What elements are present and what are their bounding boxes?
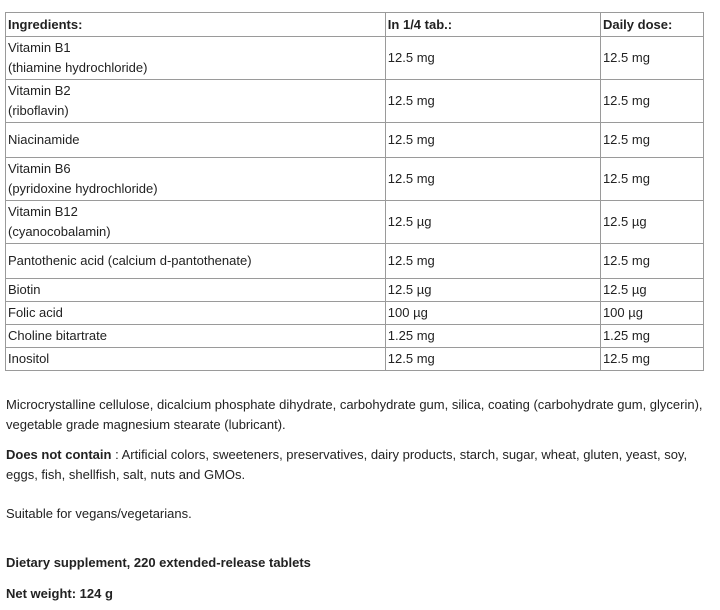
ingredient-cell — [6, 158, 386, 201]
daily-dose-value: 12.5 mg — [600, 80, 703, 123]
net-weight-text: Net weight: 124 g — [6, 586, 113, 601]
per-quarter-tab-value: 12.5 mg — [385, 158, 600, 201]
daily-dose-value: 12.5 mg — [600, 37, 703, 80]
table-header-row — [6, 13, 704, 37]
per-quarter-tab-value: 12.5 mg — [385, 37, 600, 80]
ingredient-name: Inositol — [6, 348, 386, 371]
ingredients-table — [5, 12, 704, 371]
per-quarter-tab-value: 12.5 µg — [385, 201, 600, 244]
table-row — [6, 123, 704, 158]
daily-dose-value: 1.25 mg — [600, 325, 703, 348]
ingredient-cell — [6, 37, 386, 80]
daily-dose-value: 12.5 µg — [600, 201, 703, 244]
table-row — [6, 348, 704, 371]
table-row — [6, 244, 704, 279]
daily-dose-value: 12.5 mg — [600, 348, 703, 371]
ingredient-name: Vitamin B2 — [8, 83, 71, 98]
table-row — [6, 37, 704, 80]
ingredient-name: Niacinamide — [6, 123, 386, 158]
table-row — [6, 158, 704, 201]
ingredient-name: Pantothenic acid (calcium d-pantothenate) — [6, 244, 386, 279]
ingredient-compound: (pyridoxine hydrochloride) — [8, 181, 158, 196]
ingredient-compound: (thiamine hydrochloride) — [8, 60, 148, 75]
supplement-line-text: Dietary supplement, 220 extended-release tablets — [6, 555, 311, 570]
daily-dose-value: 12.5 mg — [600, 158, 703, 201]
does-not-contain-label: Does not contain — [6, 447, 112, 462]
per-quarter-tab-value: 12.5 mg — [385, 348, 600, 371]
table-row — [6, 325, 704, 348]
ingredient-name: Choline bitartrate — [6, 325, 386, 348]
ingredient-cell — [6, 201, 386, 244]
ingredient-name: Vitamin B1 — [8, 40, 71, 55]
suitable-text: Suitable for vegans/vegetarians. — [6, 506, 192, 521]
per-quarter-tab-value: 12.5 mg — [385, 80, 600, 123]
header-ingredients: Ingredients: — [6, 13, 386, 37]
daily-dose-value: 12.5 µg — [600, 279, 703, 302]
table-row — [6, 302, 704, 325]
ingredient-compound: (riboflavin) — [8, 103, 69, 118]
table-row — [6, 201, 704, 244]
daily-dose-value: 100 µg — [600, 302, 703, 325]
per-quarter-tab-value: 1.25 mg — [385, 325, 600, 348]
daily-dose-value: 12.5 mg — [600, 123, 703, 158]
daily-dose-value: 12.5 mg — [600, 244, 703, 279]
table-row — [6, 80, 704, 123]
other-ingredients-text: Microcrystalline cellulose, dicalcium phosphate dihydrate, carbohydrate gum, silica, coating (carbohydrate gum, glycerin), vegetable grade magnesium stearate (lubricant). — [6, 397, 703, 432]
ingredient-compound: (cyanocobalamin) — [8, 224, 111, 239]
ingredient-cell — [6, 80, 386, 123]
does-not-contain-text — [6, 445, 706, 485]
ingredient-name: Vitamin B6 — [8, 161, 71, 176]
per-quarter-tab-value: 12.5 mg — [385, 244, 600, 279]
per-quarter-tab-value: 12.5 mg — [385, 123, 600, 158]
ingredient-name: Vitamin B12 — [8, 204, 78, 219]
does-not-contain-list: : Artificial colors, sweeteners, preservatives, dairy products, starch, sugar, wheat, gluten, yeast, soy, eggs, fish, shellfish, salt, nuts and GMOs. — [6, 447, 688, 482]
ingredient-name: Biotin — [6, 279, 386, 302]
per-quarter-tab-value: 12.5 µg — [385, 279, 600, 302]
ingredient-name: Folic acid — [6, 302, 386, 325]
per-quarter-tab-value: 100 µg — [385, 302, 600, 325]
header-per-quarter-tab: In 1/4 tab.: — [385, 13, 600, 37]
table-row — [6, 279, 704, 302]
header-daily-dose: Daily dose: — [600, 13, 703, 37]
net-weight — [6, 584, 706, 604]
supplement-line — [6, 553, 706, 573]
